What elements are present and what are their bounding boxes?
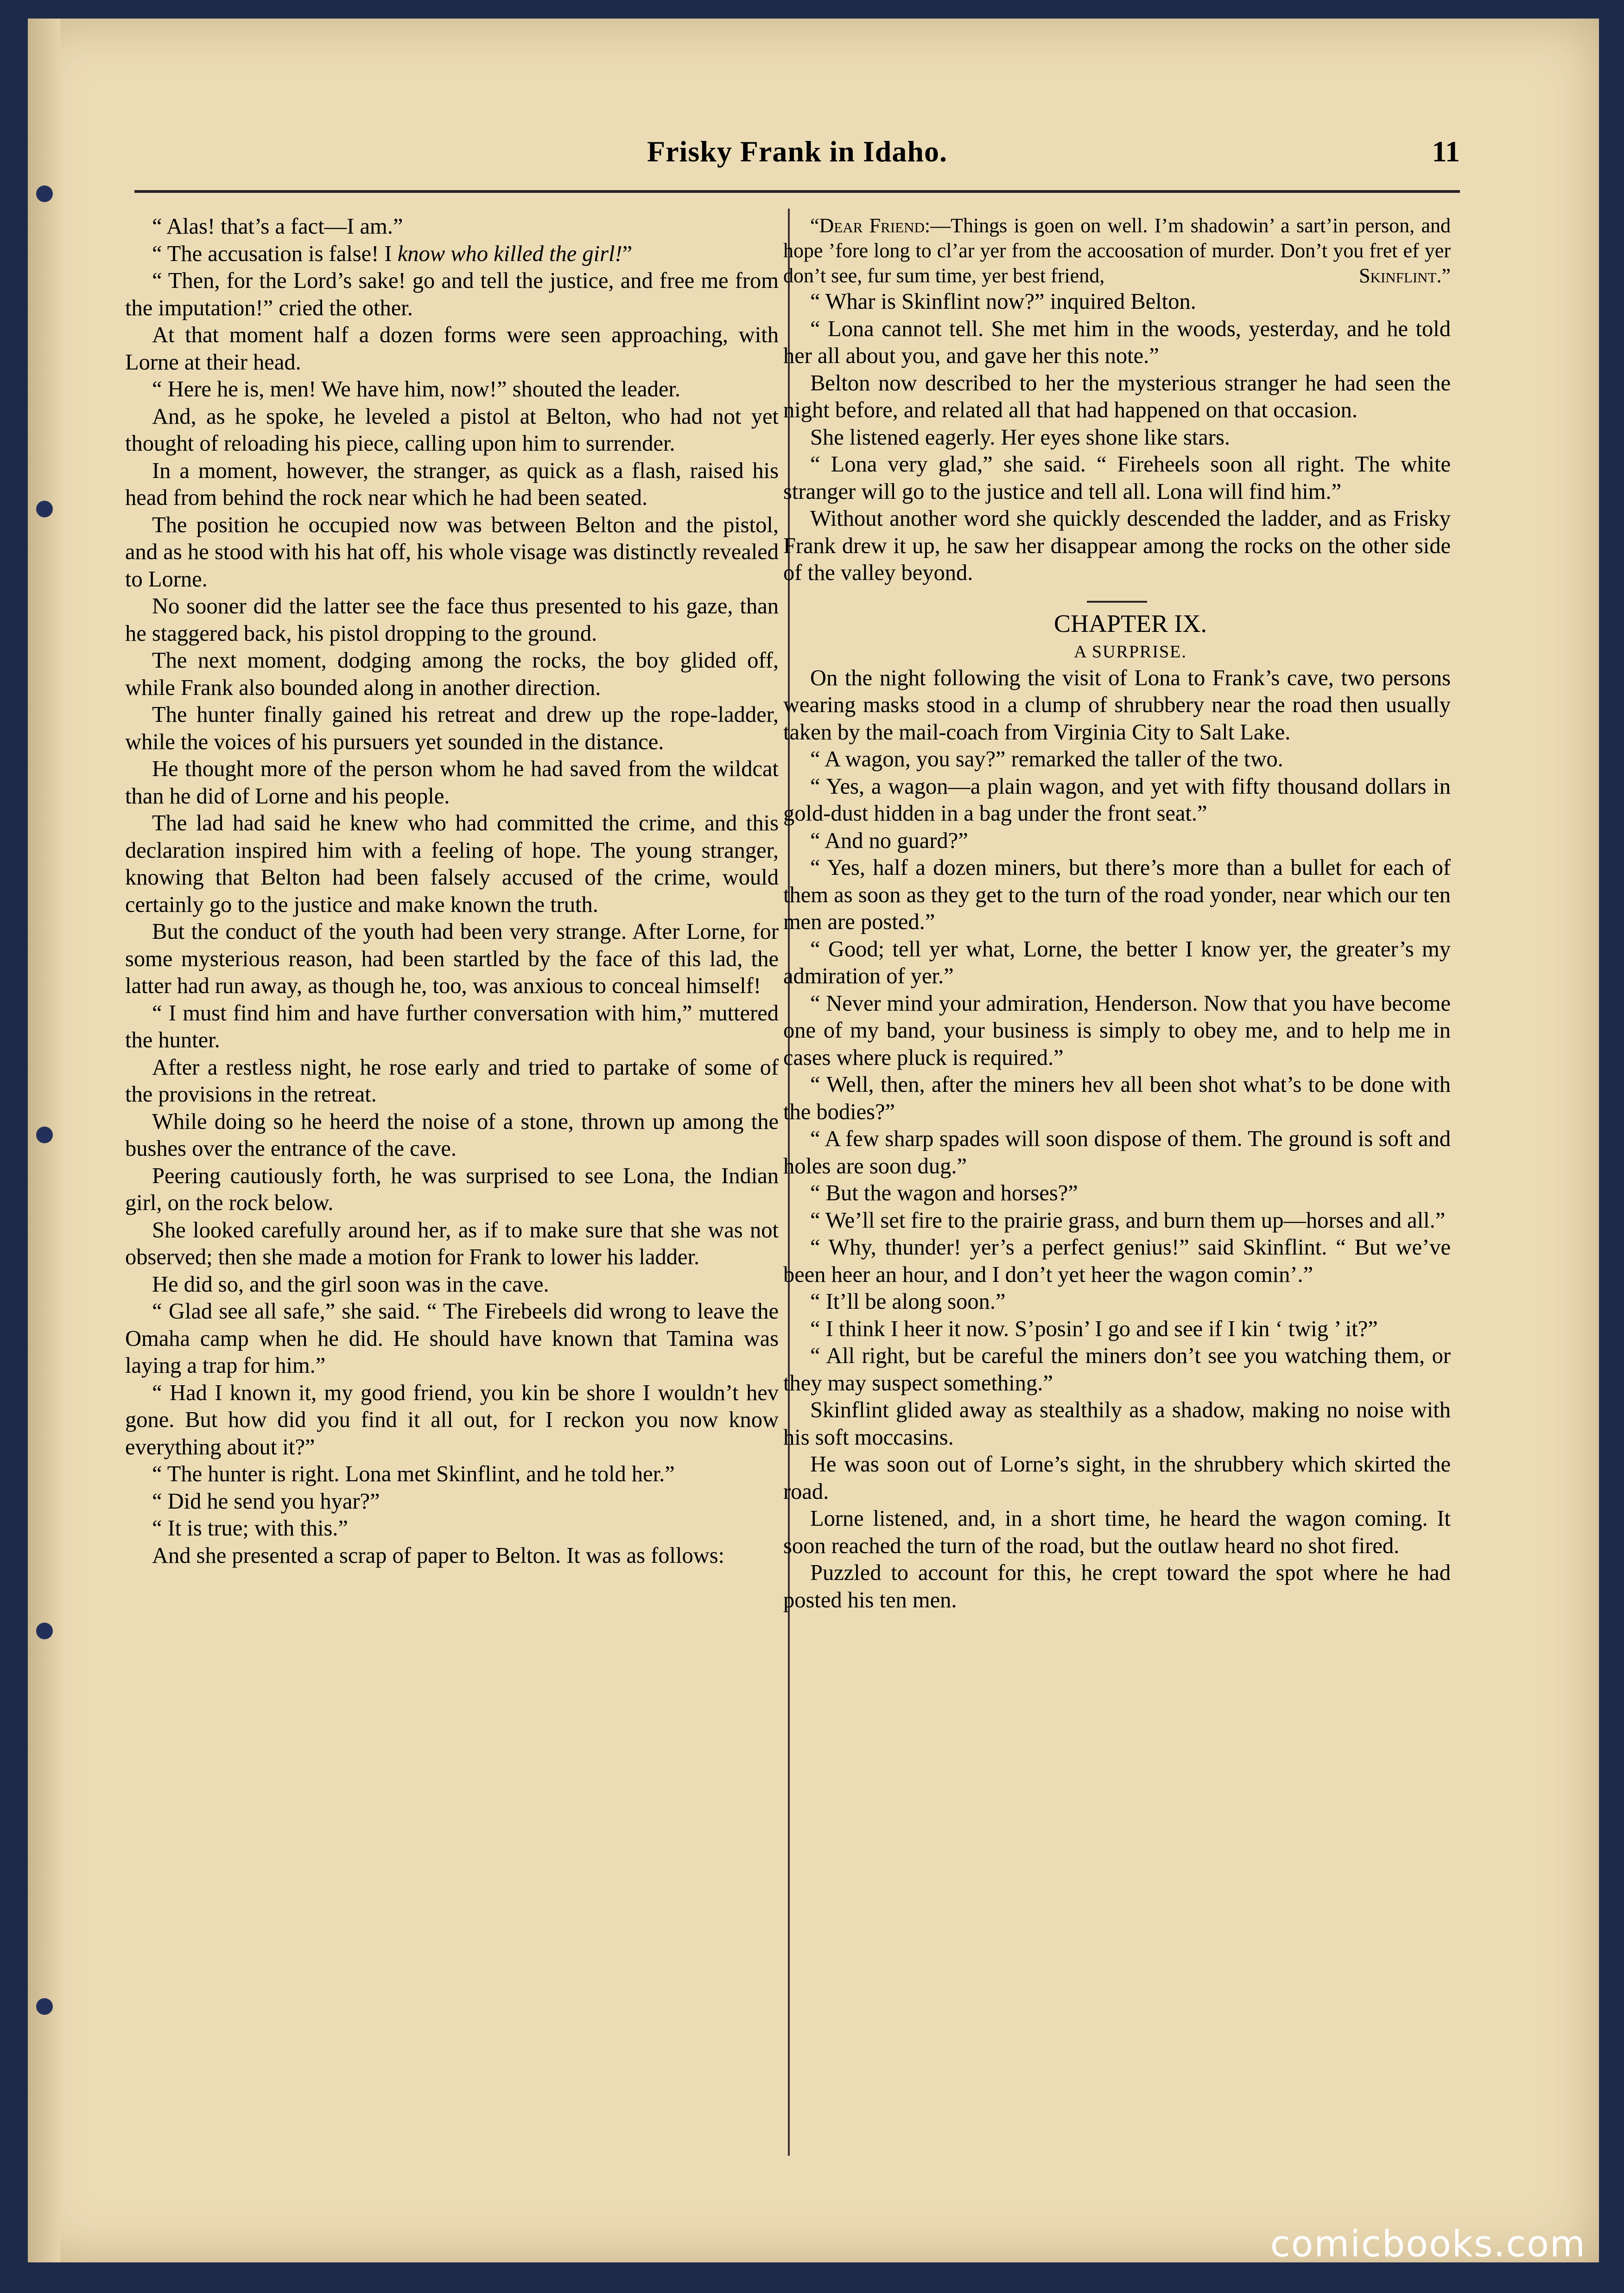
paragraph: Peering cautiously forth, he was surprised to see Lona, the Indian girl, on the rock below. xyxy=(125,1163,779,1215)
running-title: Frisky Frank in Idaho. xyxy=(647,135,947,168)
paragraph: She listened eagerly. Her eyes shone like stars. xyxy=(810,425,1230,450)
letter-salutation: Dear Friend xyxy=(819,214,925,237)
paragraph: He thought more of the person whom he had saved from the wildcat than he did of Lorne and his people. xyxy=(125,757,779,809)
paragraph: On the night following the visit of Lona to Frank’s cave, two persons wearing masks stood in a clump of shrubbery near the road then usually taken by the mail-coach from Virginia City to Salt Lake. xyxy=(783,665,1451,745)
site-watermark: comicbooks.com xyxy=(1270,2223,1586,2265)
paragraph: “ Yes, half a dozen miners, but there’s more than a bullet for each of them as soon as they get to the turn of the road yonder, near which our ten men are posted.” xyxy=(783,855,1451,934)
italic-text: know who killed the girl! xyxy=(397,241,622,266)
paragraph: “ Well, then, after the miners hev all been shot what’s to be done with the bodies?” xyxy=(783,1072,1451,1124)
chapter-subtitle: A SURPRISE. xyxy=(1074,642,1187,662)
paragraph: In a moment, however, the stranger, as quick as a flash, raised his head from behind the rock near which he had been seated. xyxy=(125,458,779,510)
paragraph: She looked carefully around her, as if to make sure that she was not observed; then she made a motion for Frank to lower his ladder. xyxy=(125,1217,779,1269)
paragraph: “ Here he is, men! We have him, now!” shouted the leader. xyxy=(152,377,680,401)
paragraph: He did so, and the girl soon was in the cave. xyxy=(152,1272,549,1297)
paragraph: The next moment, dodging among the rocks, the boy glided off, while Frank also bounded along in another direction. xyxy=(125,648,779,700)
paragraph: “ But the wagon and horses?” xyxy=(810,1181,1078,1205)
paragraph: After a restless night, he rose early and tried to partake of some of the provisions in the retreat. xyxy=(125,1055,779,1107)
paragraph: “ The accusation is false! I know who killed the girl!” xyxy=(152,241,633,266)
paragraph: “ Had I known it, my good friend, you kin be shore I wouldn’t hev gone. But how did you find it all out, for I reckon you now know everything about it?” xyxy=(125,1380,779,1459)
paragraph: Without another word she quickly descended the ladder, and as Frisky Frank drew it up, he saw her disappear among the rocks on the other side of the valley beyond. xyxy=(783,506,1451,585)
paragraph: The lad had said he knew who had committed the crime, and this declaration inspired him with a feeling of hope. The young stranger, knowing that Belton had been falsely accused of the crime, would certainly go to the justice and make known the truth. xyxy=(125,811,779,917)
binding-hole xyxy=(36,501,53,517)
paragraph: “ Alas! that’s a fact—I am.” xyxy=(152,214,403,239)
page-number: 11 xyxy=(1432,135,1460,168)
paragraph: “ Why, thunder! yer’s a perfect genius!” said Skinflint. “ But we’ve been heer an hour, and I don’t yet heer the wagon comin’.” xyxy=(783,1235,1451,1287)
paragraph: Lorne listened, and, in a short time, he heard the wagon coming. It soon reached the turn of the road, but the outlaw heard no shot fired. xyxy=(783,1506,1451,1558)
paragraph: Puzzled to account for this, he crept toward the spot where he had posted his ten men. xyxy=(783,1561,1451,1612)
paragraph: “ The hunter is right. Lona met Skinflint, and he told her.” xyxy=(152,1462,675,1486)
right-column xyxy=(783,213,1451,2170)
letter-signature: Skinflint.” xyxy=(1359,264,1451,287)
binding-edge xyxy=(28,19,60,2262)
binding-hole xyxy=(36,1127,53,1143)
paragraph: “ Whar is Skinflint now?” inquired Belton. xyxy=(810,289,1196,314)
paragraph: “ Good; tell yer what, Lorne, the better I know yer, the greater’s my admiration of yer.” xyxy=(783,936,1451,988)
paragraph: “ It’ll be along soon.” xyxy=(810,1289,1006,1314)
paragraph: “ Then, for the Lord’s sake! go and tell the justice, and free me from the imputation!” cried the other. xyxy=(125,268,779,320)
paragraph: “ We’ll set fire to the prairie grass, and burn them up—horses and all.” xyxy=(810,1208,1446,1233)
header-rule xyxy=(134,190,1460,193)
paragraph: “ I think I heer it now. S’posin’ I go and see if I kin ‘ twig ’ it?” xyxy=(810,1316,1378,1341)
paragraph: “ Lona cannot tell. She met him in the woods, yesterday, and he told her all about you, and gave her this note.” xyxy=(783,316,1451,368)
chapter-title: CHAPTER IX. xyxy=(1053,609,1207,637)
binding-hole xyxy=(36,1998,53,2015)
paragraph: “ And no guard?” xyxy=(810,828,968,853)
paragraph: “ Yes, a wagon—a plain wagon, and yet with fifty thousand dollars in gold-dust hidden in a bag under the front seat.” xyxy=(783,774,1451,826)
paragraph: “ Did he send you hyar?” xyxy=(152,1489,380,1514)
paragraph: While doing so he heerd the noise of a stone, thrown up among the bushes over the entrance of the cave. xyxy=(125,1109,779,1161)
paragraph: At that moment half a dozen forms were seen approaching, with Lorne at their head. xyxy=(125,323,779,375)
left-column xyxy=(125,213,779,2170)
binding-hole xyxy=(36,1623,53,1639)
paragraph: Skinflint glided away as stealthily as a shadow, making no noise with his soft moccasins. xyxy=(783,1398,1451,1450)
letter-body: :—Things is goen on well. I’m shadowin’ a sart’in person, and hope ’fore long to cl’ar yer from the accoosation of murder. Don’t you fret ef yer don’t see, fur sum time, yer best friend, xyxy=(783,214,1451,287)
paragraph: “ Glad see all safe,” she said. “ The Firebeels did wrong to leave the Omaha camp when he did. He should have known that Tamina was laying a trap for him.” xyxy=(125,1299,779,1378)
binding-hole xyxy=(36,185,53,202)
paragraph: Belton now described to her the mysterious stranger he had seen the night before, and related all that had happened on that occasion. xyxy=(783,370,1451,422)
paragraph: And she presented a scrap of paper to Belton. It was as follows: xyxy=(152,1543,725,1568)
chapter-rule xyxy=(1087,601,1147,603)
paragraph: “ A wagon, you say?” remarked the taller of the two. xyxy=(810,747,1283,771)
paragraph: “ Never mind your admiration, Henderson. Now that you have become one of my band, your business is simply to obey me, and to help me in cases where pluck is required.” xyxy=(783,991,1451,1070)
paragraph: “ I must find him and have further conversation with him,” muttered the hunter. xyxy=(125,1000,779,1052)
paragraph: The position he occupied now was between Belton and the pistol, and as he stood with his hat off, his whole visage was distinctly revealed to Lorne. xyxy=(125,512,779,592)
paragraph: He was soon out of Lorne’s sight, in the shrubbery which skirted the road. xyxy=(783,1452,1451,1504)
paragraph: But the conduct of the youth had been very strange. After Lorne, for some mysterious reason, had been startled by the face of this lad, the latter had run away, as though he, too, was anxious to conceal himself! xyxy=(125,919,779,998)
paragraph: “ All right, but be careful the miners don’t see you watching them, or they may suspect something.” xyxy=(783,1344,1451,1395)
paragraph: The hunter finally gained his retreat and drew up the rope-ladder, while the voices of his pursuers yet sounded in the distance. xyxy=(125,702,779,754)
paragraph: “ It is true; with this.” xyxy=(152,1516,348,1541)
page-header xyxy=(134,134,1460,176)
paragraph: And, as he spoke, he leveled a pistol at Belton, who had not yet thought of reloading his piece, calling upon him to surrender. xyxy=(125,404,779,456)
paragraph: “ A few sharp spades will soon dispose of them. The ground is soft and holes are soon dug.” xyxy=(783,1127,1451,1178)
paragraph: No sooner did the latter see the face thus presented to his gaze, than he staggered back, his pistol dropping to the ground. xyxy=(125,594,779,646)
paragraph: “ Lona very glad,” she said. “ Fireheels soon all right. The white stranger will go to the justice and tell all. Lona will find him.” xyxy=(783,452,1451,504)
letter: “Dear Friend:—Things is goen on well. I’m shadowin’ a sart’in person, and hope ’fore long to cl’ar yer from the accoosation of murder. Don’t you fret ef yer don’t see, fur sum time, yer best friend, Skinflint.” xyxy=(783,213,1451,288)
